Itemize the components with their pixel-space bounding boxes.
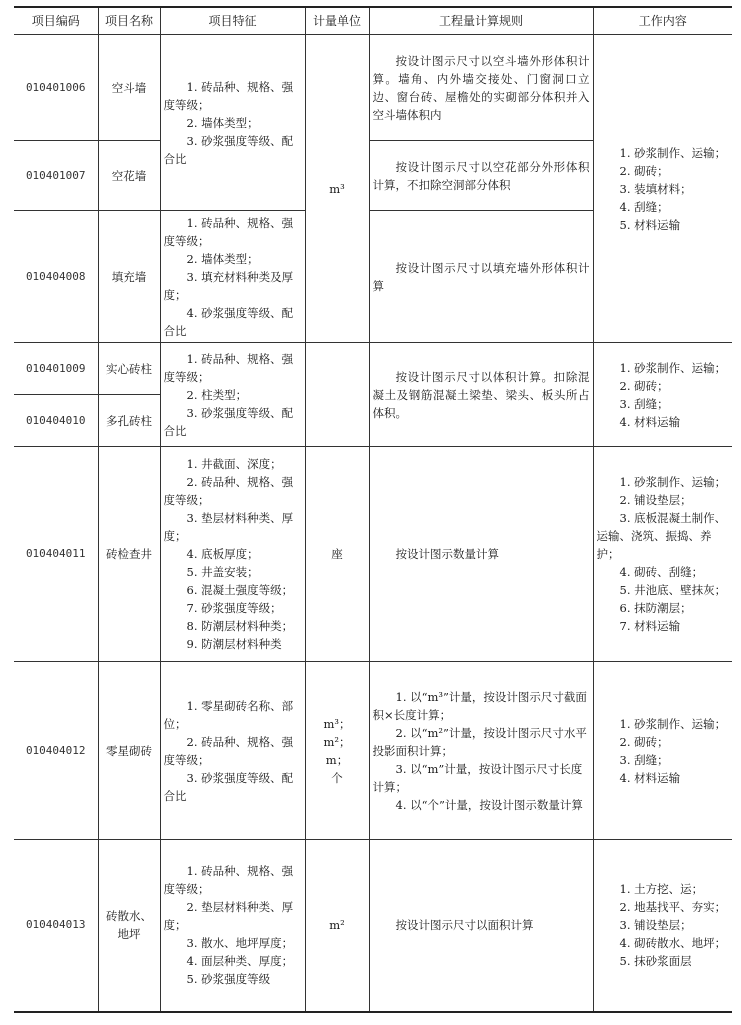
feature-line: 2. 墙体类型； <box>186 251 259 266</box>
work-line: 3. 刮缝； <box>619 396 669 411</box>
item-features <box>160 35 305 211</box>
unit-line: m³； <box>323 716 351 731</box>
item-code: 010404010 <box>14 395 98 447</box>
item-name: 空斗墙 <box>98 35 160 141</box>
header-unit: 计量单位 <box>305 7 369 35</box>
item-unit: 座 <box>305 447 369 662</box>
table-row <box>14 662 732 840</box>
work-line: 3. 装填材料； <box>619 181 692 196</box>
item-name <box>98 840 160 1012</box>
feature-line: 3. 砂浆强度等级、配合比 <box>163 133 294 166</box>
item-work <box>593 662 732 840</box>
work-line: 1. 砂浆制作、运输； <box>619 475 727 489</box>
unit-label: m³ <box>329 181 345 196</box>
feature-line: 2. 砖品种、规格、强度等级； <box>163 475 294 507</box>
feature-line: 3. 散水、地坪厚度； <box>186 936 294 951</box>
work-line: 3. 刮缝； <box>619 752 669 767</box>
header-work: 工作内容 <box>593 7 732 35</box>
rule-text: 按设计图示尺寸以面积计算 <box>395 918 534 933</box>
feature-line: 3. 填充材料种类及厚度； <box>163 269 294 302</box>
feature-line: 4. 砂浆强度等级、配合比 <box>163 305 294 338</box>
work-line: 5. 材料运输 <box>619 217 681 232</box>
work-line: 5. 抹砂浆面层 <box>619 954 692 969</box>
work-line: 1. 砂浆制作、运输； <box>619 716 727 731</box>
item-code: 010404013 <box>14 840 98 1012</box>
feature-line: 2. 砖品种、规格、强度等级； <box>163 734 294 767</box>
table-row <box>14 447 732 662</box>
header-rule: 工程量计算规则 <box>369 7 593 35</box>
work-line: 4. 刮缝； <box>619 199 669 214</box>
item-work <box>593 447 732 662</box>
rule-text: 按设计图示数量计算 <box>395 547 499 561</box>
feature-line: 5. 井盖安装； <box>186 565 259 579</box>
feature-line: 1. 砖品种、规格、强度等级； <box>163 215 294 248</box>
work-line: 1. 土方挖、运； <box>619 882 704 897</box>
work-line: 3. 铺设垫层； <box>619 918 692 933</box>
rule-text: 按设计图示尺寸以空斗墙外形体积计算。墙角、内外墙交接处、门窗洞口立边、窗台砖、屋檐处的实砌部分体积并入空斗墙体积内 <box>372 53 590 122</box>
rule-item: 1. 以“m³”计量，按设计图示尺寸截面积×长度计算； <box>372 689 587 722</box>
item-code: 010404012 <box>14 662 98 840</box>
item-work <box>593 35 732 343</box>
feature-line: 1. 零星砌砖名称、部位； <box>163 698 294 731</box>
item-code: 010401007 <box>14 141 98 211</box>
item-unit <box>305 35 369 343</box>
feature-line: 5. 砂浆强度等级 <box>186 972 271 987</box>
item-name: 零星砌砖 <box>98 662 160 840</box>
feature-line: 2. 垫层材料种类、厚度； <box>163 900 294 933</box>
feature-line: 1. 砖品种、规格、强度等级； <box>163 79 294 112</box>
work-line: 2. 砌砖； <box>619 163 669 178</box>
work-line: 4. 材料运输 <box>619 770 681 785</box>
feature-line: 1. 砖品种、规格、强度等级； <box>163 351 294 384</box>
item-name: 空花墙 <box>98 141 160 211</box>
feature-line: 2. 墙体类型； <box>186 115 259 130</box>
item-code: 010401006 <box>14 35 98 141</box>
item-unit <box>305 662 369 840</box>
feature-line: 4. 底板厚度； <box>186 547 259 561</box>
work-line: 2. 地基找平、夯实； <box>619 900 727 915</box>
header-code: 项目编码 <box>14 7 98 35</box>
item-code: 010404008 <box>14 211 98 343</box>
work-line: 5. 井池底、壁抹灰； <box>619 583 727 597</box>
feature-line: 3. 砂浆强度等级、配合比 <box>163 405 294 438</box>
item-unit: m² <box>305 840 369 1012</box>
feature-line: 4. 面层种类、厚度； <box>186 954 294 969</box>
feature-line: 3. 砂浆强度等级、配合比 <box>163 770 294 803</box>
feature-line: 9. 防潮层材料种类 <box>186 637 282 651</box>
item-rule <box>369 35 593 141</box>
bill-of-quantities-table <box>14 6 732 1013</box>
table-row <box>14 35 732 141</box>
item-features <box>160 662 305 840</box>
rule-item: 3. 以“m”计量，按设计图示尺寸长度计算； <box>372 761 583 794</box>
item-features <box>160 840 305 1012</box>
rule-text: 按设计图示尺寸以填充墙外形体积计算 <box>372 260 590 293</box>
table-row <box>14 840 732 1012</box>
table-header-row <box>14 7 732 35</box>
item-name: 实心砖柱 <box>98 343 160 395</box>
work-line: 6. 抹防潮层； <box>619 601 692 615</box>
unit-line: m； <box>325 752 349 767</box>
unit-line: m²； <box>323 734 351 749</box>
rule-item: 4. 以“个”计量，按设计图示数量计算 <box>395 797 583 812</box>
work-line: 4. 砌砖散水、地坪； <box>619 936 727 951</box>
item-rule <box>369 211 593 343</box>
work-line: 4. 砌砖、刮缝； <box>619 565 704 579</box>
header-feature: 项目特征 <box>160 7 305 35</box>
table-row <box>14 343 732 395</box>
feature-line: 2. 柱类型； <box>186 387 248 402</box>
work-line: 3. 底板混凝土制作、运输、浇筑、振捣、养护； <box>596 511 727 561</box>
item-unit <box>305 395 369 447</box>
name-line: 砖散水、 <box>106 909 152 924</box>
feature-line: 8. 防潮层材料种类； <box>186 619 294 633</box>
work-line: 2. 铺设垫层； <box>619 493 692 507</box>
rule-text: 按设计图示尺寸以体积计算。扣除混凝土及钢筋混凝土梁垫、梁头、板头所占体积。 <box>372 369 590 420</box>
feature-line: 1. 井截面、深度； <box>186 457 282 471</box>
item-features <box>160 343 305 447</box>
work-line: 1. 砂浆制作、运输； <box>619 360 727 375</box>
item-rule <box>369 662 593 840</box>
feature-line: 7. 砂浆强度等级； <box>186 601 282 615</box>
name-line: 地坪 <box>117 927 141 942</box>
feature-line: 6. 混凝土强度等级； <box>186 583 294 597</box>
item-name: 填充墙 <box>98 211 160 343</box>
work-line: 2. 砌砖； <box>619 734 669 749</box>
header-name: 项目名称 <box>98 7 160 35</box>
item-name: 砖检查井 <box>98 447 160 662</box>
rule-item: 2. 以“m²”计量，按设计图示尺寸水平投影面积计算； <box>372 725 587 758</box>
item-rule <box>369 447 593 662</box>
item-code: 010401009 <box>14 343 98 395</box>
item-rule <box>369 343 593 447</box>
work-line: 4. 材料运输 <box>619 414 681 429</box>
work-line: 2. 砌砖； <box>619 378 669 393</box>
unit-line: 个 <box>331 770 343 785</box>
item-rule <box>369 141 593 211</box>
item-rule <box>369 840 593 1012</box>
item-work <box>593 840 732 1012</box>
work-line: 7. 材料运输 <box>619 619 681 633</box>
rule-text: 按设计图示尺寸以空花部分外形体积计算，不扣除空洞部分体积 <box>372 159 590 192</box>
item-unit <box>305 343 369 395</box>
item-features <box>160 211 305 343</box>
item-work <box>593 343 732 447</box>
feature-line: 1. 砖品种、规格、强度等级； <box>163 864 294 897</box>
item-features <box>160 447 305 662</box>
work-line: 1. 砂浆制作、运输； <box>619 145 727 160</box>
item-code: 010404011 <box>14 447 98 662</box>
item-name: 多孔砖柱 <box>98 395 160 447</box>
feature-line: 3. 垫层材料种类、厚度； <box>163 511 294 543</box>
